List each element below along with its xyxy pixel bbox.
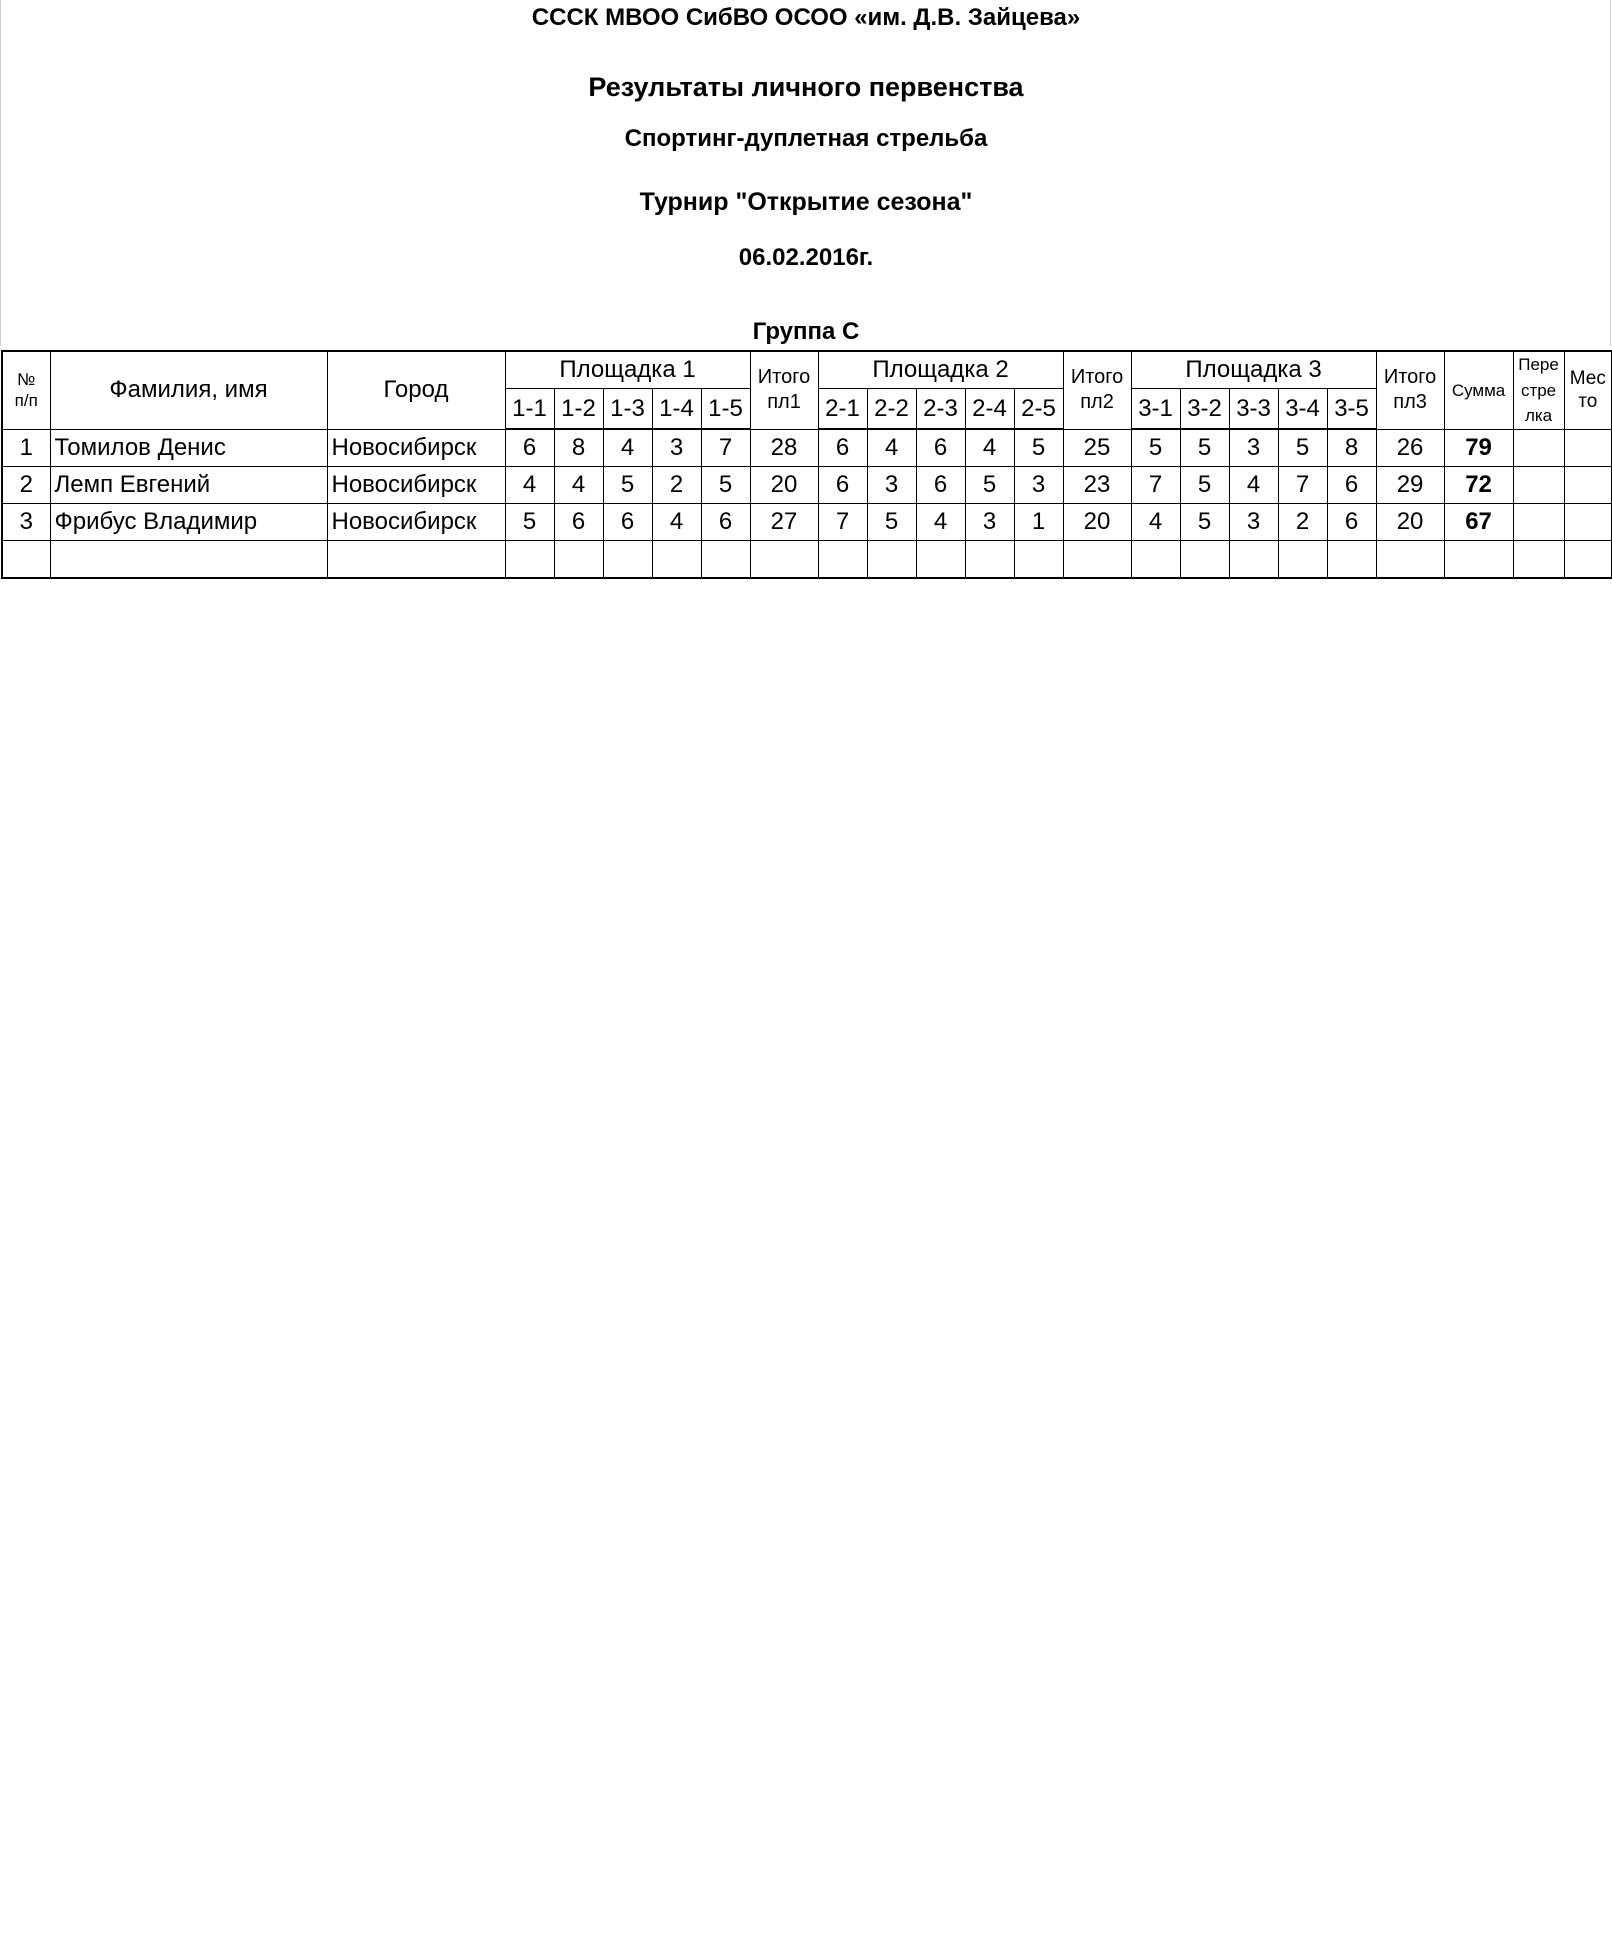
station-header: 1-2	[554, 389, 603, 429]
table-row	[2, 541, 1612, 579]
station-header: 3-1	[1131, 389, 1180, 429]
score-cell: 8	[554, 429, 603, 467]
station-header: 2-3	[916, 389, 965, 429]
col-header-place: Мес то	[1564, 351, 1612, 429]
score-cell: 6	[818, 429, 867, 467]
total-cell	[1063, 541, 1131, 579]
shootoff-cell	[1513, 504, 1564, 541]
athlete-name-cell: Томилов Денис	[50, 429, 327, 467]
score-cell	[1014, 541, 1063, 579]
place-cell	[1564, 429, 1612, 467]
score-cell: 3	[652, 429, 701, 467]
athlete-name-cell: Фрибус Владимир	[50, 504, 327, 541]
score-cell	[1278, 541, 1327, 579]
page-right-edge	[1610, 0, 1611, 346]
score-cell: 3	[1229, 429, 1278, 467]
sum-cell: 79	[1444, 429, 1513, 467]
score-cell	[1131, 541, 1180, 579]
score-cell	[554, 541, 603, 579]
score-cell: 7	[818, 504, 867, 541]
score-cell: 5	[1180, 467, 1229, 504]
station-header: 2-5	[1014, 389, 1063, 429]
row-number-cell: 1	[2, 429, 50, 467]
score-cell: 7	[1278, 467, 1327, 504]
total-cell: 20	[1376, 504, 1444, 541]
city-cell	[327, 541, 505, 579]
total-cell: 23	[1063, 467, 1131, 504]
station-header: 1-1	[505, 389, 554, 429]
score-cell: 6	[1327, 467, 1376, 504]
score-cell	[916, 541, 965, 579]
table-row	[2, 504, 1612, 541]
place-cell	[1564, 467, 1612, 504]
place-cell	[1564, 541, 1612, 579]
score-cell: 7	[1131, 467, 1180, 504]
score-cell: 5	[701, 467, 750, 504]
score-cell: 5	[505, 504, 554, 541]
score-cell	[652, 541, 701, 579]
col-header-total-2: Итого пл2	[1063, 351, 1131, 429]
col-header-area-3: Площадка 3	[1131, 351, 1376, 389]
col-header-total-1: Итого пл1	[750, 351, 818, 429]
score-cell: 4	[652, 504, 701, 541]
organization-title: СССК МВОО СибВО ОСОО «им. Д.В. Зайцева»	[531, 4, 1081, 31]
total-cell: 20	[1063, 504, 1131, 541]
score-cell: 6	[554, 504, 603, 541]
group-title: Группа С	[752, 318, 860, 345]
station-header: 3-2	[1180, 389, 1229, 429]
score-cell: 6	[818, 467, 867, 504]
row-number-cell	[2, 541, 50, 579]
sum-cell	[1444, 541, 1513, 579]
score-cell: 5	[965, 467, 1014, 504]
score-cell: 7	[701, 429, 750, 467]
tournament-title: Турнир "Открытие сезона"	[639, 188, 973, 216]
station-header: 2-1	[818, 389, 867, 429]
score-cell: 4	[1131, 504, 1180, 541]
score-cell: 4	[603, 429, 652, 467]
station-header: 1-5	[701, 389, 750, 429]
score-cell	[1180, 541, 1229, 579]
score-cell: 5	[1014, 429, 1063, 467]
col-header-name: Фамилия, имя	[50, 351, 327, 429]
table-row	[2, 429, 1612, 467]
score-cell: 2	[652, 467, 701, 504]
score-cell	[1327, 541, 1376, 579]
station-header: 1-3	[603, 389, 652, 429]
city-cell: Новосибирск	[327, 467, 505, 504]
total-cell: 27	[750, 504, 818, 541]
score-cell: 3	[867, 467, 916, 504]
score-cell: 5	[867, 504, 916, 541]
score-cell: 5	[1131, 429, 1180, 467]
sum-cell: 72	[1444, 467, 1513, 504]
city-cell: Новосибирск	[327, 429, 505, 467]
shootoff-cell	[1513, 429, 1564, 467]
score-cell: 1	[1014, 504, 1063, 541]
station-header: 3-5	[1327, 389, 1376, 429]
col-header-area-1: Площадка 1	[505, 351, 750, 389]
document-title: Результаты личного первенства	[588, 72, 1024, 102]
score-cell	[867, 541, 916, 579]
score-cell: 6	[916, 467, 965, 504]
discipline-title: Спортинг-дуплетная стрельба	[624, 125, 988, 152]
athlete-name-cell	[50, 541, 327, 579]
score-cell: 2	[1278, 504, 1327, 541]
score-cell: 3	[1229, 504, 1278, 541]
score-cell	[965, 541, 1014, 579]
score-cell: 6	[701, 504, 750, 541]
score-cell: 5	[1180, 429, 1229, 467]
station-header: 2-4	[965, 389, 1014, 429]
col-header-total-3: Итого пл3	[1376, 351, 1444, 429]
score-cell: 4	[965, 429, 1014, 467]
col-header-area-2: Площадка 2	[818, 351, 1063, 389]
page-left-edge	[0, 0, 1, 346]
event-date: 06.02.2016г.	[738, 244, 874, 271]
score-cell: 4	[916, 504, 965, 541]
total-cell	[750, 541, 818, 579]
score-cell: 5	[603, 467, 652, 504]
station-header: 2-2	[867, 389, 916, 429]
total-cell: 25	[1063, 429, 1131, 467]
station-header: 3-3	[1229, 389, 1278, 429]
score-cell: 5	[1278, 429, 1327, 467]
score-cell: 6	[916, 429, 965, 467]
total-cell: 28	[750, 429, 818, 467]
row-number-cell: 2	[2, 467, 50, 504]
score-cell: 4	[1229, 467, 1278, 504]
score-cell: 4	[867, 429, 916, 467]
score-cell	[818, 541, 867, 579]
table-row	[2, 467, 1612, 504]
score-cell	[701, 541, 750, 579]
score-cell	[505, 541, 554, 579]
athlete-name-cell: Лемп Евгений	[50, 467, 327, 504]
sum-cell: 67	[1444, 504, 1513, 541]
col-header-sum: Сумма	[1444, 351, 1513, 429]
score-cell: 4	[554, 467, 603, 504]
shootoff-cell	[1513, 541, 1564, 579]
results-table	[1, 350, 1612, 579]
col-header-num: № п/п	[2, 351, 50, 429]
station-header: 3-4	[1278, 389, 1327, 429]
total-cell: 20	[750, 467, 818, 504]
score-cell: 8	[1327, 429, 1376, 467]
col-header-city: Город	[327, 351, 505, 429]
score-cell: 5	[1180, 504, 1229, 541]
score-cell: 6	[505, 429, 554, 467]
score-cell: 4	[505, 467, 554, 504]
total-cell: 29	[1376, 467, 1444, 504]
total-cell	[1376, 541, 1444, 579]
score-cell: 6	[603, 504, 652, 541]
score-cell	[603, 541, 652, 579]
score-cell: 3	[965, 504, 1014, 541]
station-header: 1-4	[652, 389, 701, 429]
place-cell	[1564, 504, 1612, 541]
row-number-cell: 3	[2, 504, 50, 541]
shootoff-cell	[1513, 467, 1564, 504]
city-cell: Новосибирск	[327, 504, 505, 541]
total-cell: 26	[1376, 429, 1444, 467]
score-cell	[1229, 541, 1278, 579]
score-cell: 6	[1327, 504, 1376, 541]
col-header-shootoff: Пере стре лка	[1513, 351, 1564, 429]
header-row-1	[2, 351, 1612, 389]
score-cell: 3	[1014, 467, 1063, 504]
